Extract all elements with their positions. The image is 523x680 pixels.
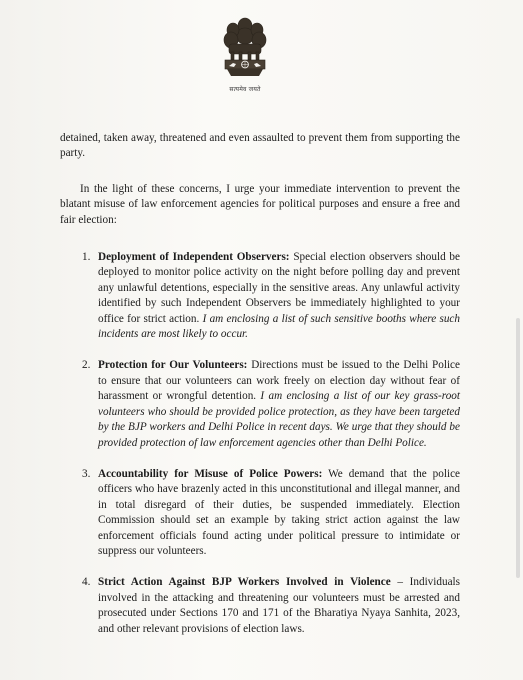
list-item [60,575,460,637]
item-text: – Individuals involved in the attacking and threatening our volunteers must be arrested and prosecuted under Sections 170 and 171 of the Bharatiya Nyaya Sanhita, 2023, and other relevant provisions of election laws. [98,576,460,635]
list-item [60,358,460,450]
item-heading: Deployment of Independent Observers: [98,251,290,264]
lion-capital-emblem-icon [219,14,271,84]
demands-list [60,250,460,637]
item-text: Special election observers should be deployed to monitor police activity on the night before polling day and prevent any unlawful detentions, especially in the sensitive areas. Any unlawful activity identified by such Independent Observers be immediately highlighted to your office for strict action. [98,251,460,325]
list-item [60,250,460,342]
paragraph-continuation: detained, taken away, threatened and even assaulted to prevent them from supporting the party. [60,132,460,160]
item-italic-note: I am enclosing a list of our key grass-root volunteers who should be provided police protection, as they have been targeted by the BJP workers and Delhi Police in recent days. We urge that they should be provided protection of law enforcement agencies other than Delhi Police. [98,390,460,449]
item-number: 2. [82,359,91,372]
national-emblem [219,14,271,96]
item-heading: Strict Action Against BJP Workers Involved in Violence [98,576,391,589]
letter-body [60,131,460,653]
list-item [60,467,460,559]
item-number: 3. [82,467,91,480]
item-text: We demand that the police officers who have brazenly acted in this unconstitutional and illegal manner, and in total disregard of their duties, be suspended immediately. Election Commission should set an example by taking strict action against the law enforcement officials found acting under political pressure to intimidate or suppress our volunteers. [98,467,461,557]
item-heading: Protection for Our Volunteers: [98,359,248,372]
paragraph-request: In the light of these concerns, I urge your immediate intervention to prevent the blatant misuse of law enforcement agencies for political purposes and ensure a free and fair election: [60,182,460,226]
scrollbar[interactable] [516,318,520,578]
item-italic-note: I am enclosing a list of such sensitive booths where such incidents are most likely to occur. [98,312,460,341]
emblem-motto: सत्यमेव जयते [229,86,261,93]
item-number: 4. [82,576,91,589]
item-heading: Accountability for Misuse of Police Powers: [98,467,323,480]
item-number: 1. [82,251,91,264]
item-text: Directions must be issued to the Delhi Police to ensure that our volunteers can work freely on election day without fear of harassment or wrongful detention. [98,359,460,403]
